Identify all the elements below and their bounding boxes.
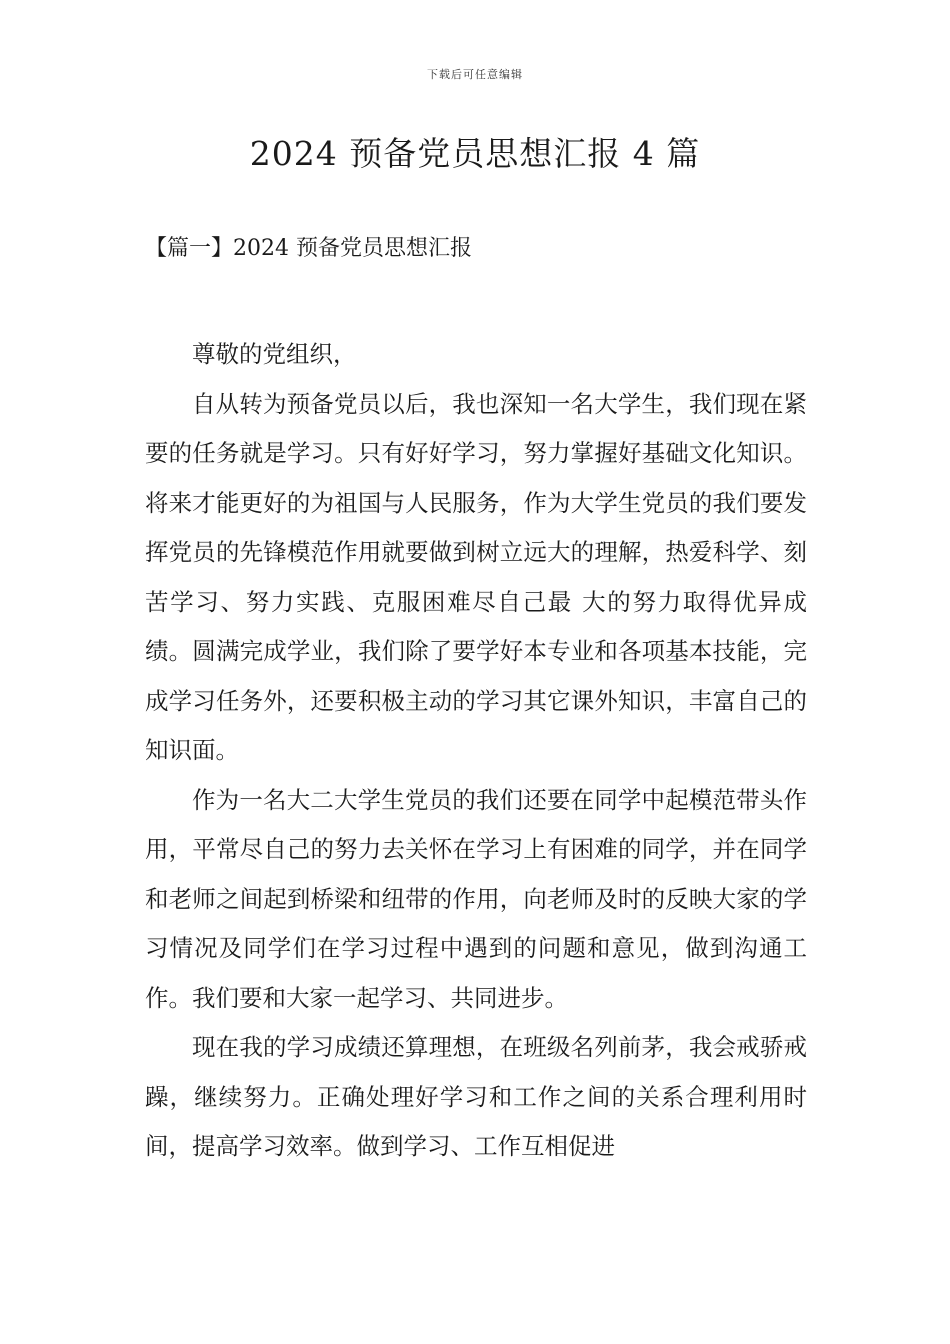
paragraph: 现在我的学习成绩还算理想，在班级名列前茅，我会戒骄戒躁，继续努力。正确处理好学习和工作之间的关系合理利用时间，提高学习效率。做到学习、工作互相促进 [145,1033,807,1160]
paragraph: 作为一名大二大学生党员的我们还要在同学中起模范带头作用，平常尽自己的努力去关怀在学习上有困难的同学，并在同学和老师之间起到桥梁和纽带的作用，向老师及时的反映大家的学习情况及同学们在学习过程中遇到的问题和意见，做到沟通工作。我们要和大家一起学习、共同进步。 [145,785,807,1012]
body-text [145,330,807,1172]
document-title: 2024 预备党员思想汇报 4 篇 [249,134,701,173]
salutation: 尊敬的党组织， [192,340,357,368]
section-heading: 【篇一】2024 预备党员思想汇报 [145,236,472,261]
paragraph: 自从转为预备党员以后，我也深知一名大学生，我们现在紧要的任务就是学习。只有好好学习，努力掌握好基础文化知识。将来才能更好的为祖国与人民服务，作为大学生党员的我们要发挥党员的先锋模范作用就要做到树立远大的理解，热爱科学、刻苦学习、努力实践、克服困难尽自己最 大的努力取得优异成绩。圆满完成学业，我们除了要学好本专业和各项基本技能，完成学习任务外，还要积极主动的学习其它课外知识，丰富自己的知识面。 [145,389,807,764]
header-note: 下载后可任意编辑 [427,68,523,81]
